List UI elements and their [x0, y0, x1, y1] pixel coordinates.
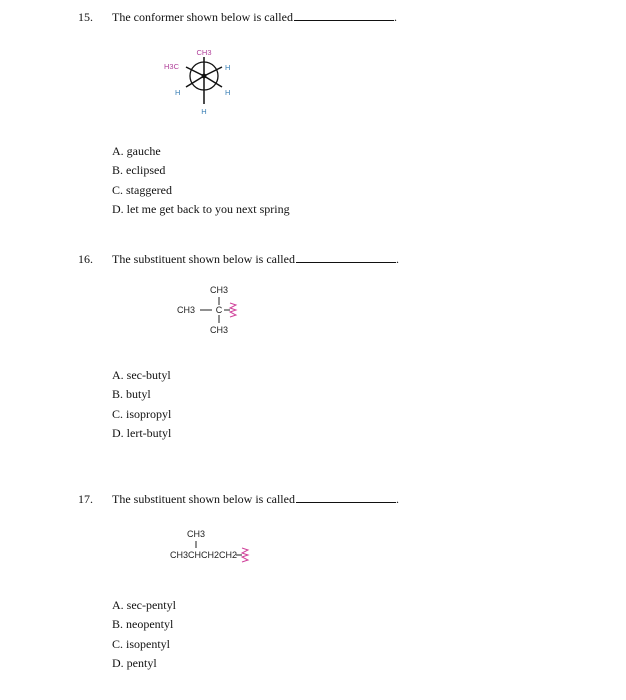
- question-17-option-b: B. neopentyl: [112, 617, 174, 632]
- label-left-ch3: CH3: [177, 305, 196, 315]
- label-front-top-ch3: CH3: [196, 48, 212, 57]
- question-15-option-a: A. gauche: [112, 144, 161, 158]
- wavy-bond: [242, 548, 248, 562]
- question-15-option-d: D. let me get back to you next spring: [112, 201, 290, 216]
- label-back-right-h: H: [225, 63, 231, 72]
- question-17-number: 17.: [78, 492, 93, 506]
- newman-projection: [162, 46, 242, 118]
- question-16-number: 16.: [78, 252, 93, 266]
- question-15-number: 15.: [78, 10, 93, 24]
- question-17-prompt: [112, 492, 399, 507]
- question-17-option-d: D. pentyl: [112, 655, 157, 670]
- label-back-left-h3c: H3C: [164, 62, 180, 71]
- question-17-option-a: A. sec-pentyl: [112, 598, 176, 612]
- wavy-bond: [230, 303, 236, 317]
- question-17-prompt-text: The substituent shown below is called: [112, 492, 295, 506]
- question-16-prompt-text: The substituent shown below is called: [112, 252, 295, 266]
- question-16-option-c: C. isopropyl: [112, 406, 172, 421]
- question-16-option-d: D. lert-butyl: [112, 425, 172, 440]
- question-15-answer-blank: [294, 10, 394, 21]
- front-bond-lower-right: [204, 76, 222, 87]
- question-16-prompt: [112, 252, 399, 267]
- question-15-prompt-text: The conformer shown below is called: [112, 10, 293, 24]
- label-lower-left-h: H: [175, 88, 181, 97]
- label-bottom-h: H: [201, 107, 207, 116]
- label-main-chain: CH3CHCH2CH2: [170, 550, 238, 560]
- back-bond-upper-right: [204, 67, 222, 76]
- label-branch-ch3: CH3: [186, 529, 206, 539]
- label-top-ch3: CH3: [209, 285, 229, 295]
- question-15-option-b: B. eclipsed: [112, 163, 166, 178]
- front-bond-lower-left: [186, 76, 204, 87]
- question-16-option-b: B. butyl: [112, 387, 151, 402]
- question-16-option-a: A. sec-butyl: [112, 368, 171, 382]
- isopentyl-structure: [170, 528, 270, 570]
- question-17-options: [112, 596, 176, 673]
- question-16-options: [112, 366, 171, 443]
- question-16-period: .: [395, 252, 399, 266]
- label-center-c: C: [215, 305, 223, 315]
- label-bottom-ch3: CH3: [209, 325, 229, 335]
- front-carbon-dot: [202, 74, 207, 79]
- question-17-option-c: C. isopentyl: [112, 636, 171, 651]
- question-15-prompt: [112, 10, 397, 25]
- question-15-options: [112, 142, 290, 219]
- question-16-answer-blank: [296, 252, 396, 263]
- tert-butyl-structure: [176, 284, 246, 338]
- question-15-period: .: [393, 10, 397, 24]
- question-15-option-c: C. staggered: [112, 182, 172, 197]
- back-bond-upper-left: [186, 67, 204, 76]
- label-lower-right-h: H: [225, 88, 231, 97]
- question-17-answer-blank: [296, 492, 396, 503]
- question-17-period: .: [395, 492, 399, 506]
